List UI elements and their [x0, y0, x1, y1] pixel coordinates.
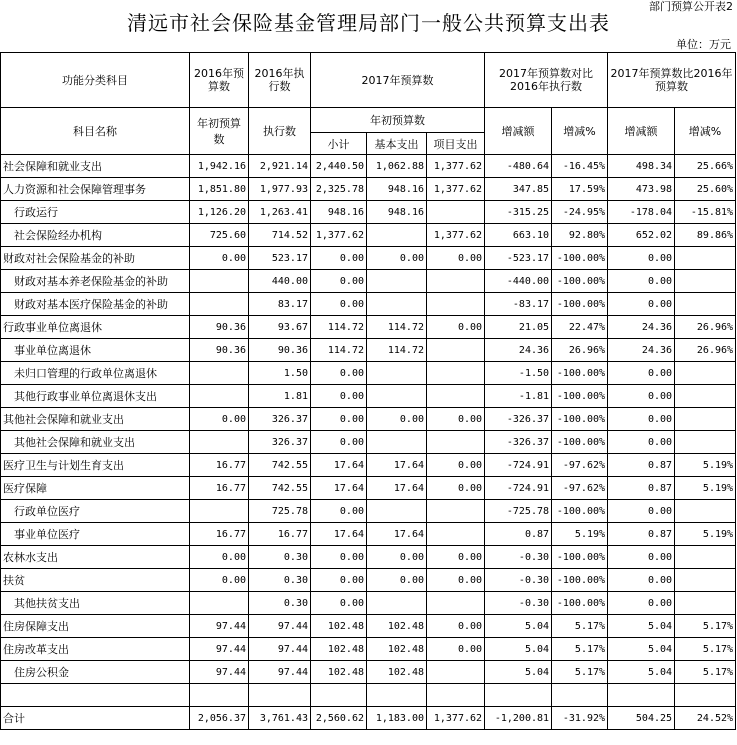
- header-inc-pct-2: 增减%: [675, 108, 736, 155]
- budget-2016-cell: 0.00: [190, 408, 249, 431]
- empty-cell: [608, 684, 675, 707]
- inc-amt-2-cell: 24.36: [608, 339, 675, 362]
- basic-exp-cell: 1,183.00: [367, 707, 427, 730]
- table-row: [1, 477, 736, 500]
- subtotal-cell: 948.16: [311, 201, 367, 224]
- budget-2016-cell: 2,056.37: [190, 707, 249, 730]
- subtotal-cell: 102.48: [311, 615, 367, 638]
- project-exp-cell: [427, 270, 485, 293]
- inc-pct-cell: 5.17%: [552, 638, 608, 661]
- inc-pct-cell: -97.62%: [552, 454, 608, 477]
- inc-pct-2-cell: [675, 569, 736, 592]
- header-subject-name: 科目名称: [1, 108, 190, 155]
- inc-amt-2-cell: 0.87: [608, 523, 675, 546]
- inc-amt-2-cell: 5.04: [608, 615, 675, 638]
- subject-name-cell: 人力资源和社会保障管理事务: [1, 178, 190, 201]
- exec-2016-cell: 97.44: [249, 661, 311, 684]
- exec-2016-cell: 1,263.41: [249, 201, 311, 224]
- inc-amt-2-cell: 0.00: [608, 500, 675, 523]
- inc-amt-cell: -315.25: [485, 201, 552, 224]
- budget-2016-cell: 16.77: [190, 523, 249, 546]
- budget-2016-cell: [190, 385, 249, 408]
- project-exp-cell: 1,377.62: [427, 707, 485, 730]
- project-exp-cell: 0.00: [427, 615, 485, 638]
- table-row: [1, 592, 736, 615]
- project-exp-cell: 0.00: [427, 316, 485, 339]
- header-exec-2016: 2016年执行数: [249, 53, 311, 108]
- basic-exp-cell: 102.48: [367, 638, 427, 661]
- inc-amt-cell: -1.50: [485, 362, 552, 385]
- budget-table: [0, 52, 736, 730]
- subtotal-cell: 114.72: [311, 316, 367, 339]
- empty-cell: [552, 684, 608, 707]
- inc-pct-cell: -100.00%: [552, 592, 608, 615]
- table-number-label: 部门预算公开表2: [649, 0, 733, 13]
- budget-2016-cell: [190, 592, 249, 615]
- inc-amt-2-cell: 0.00: [608, 362, 675, 385]
- table-row: [1, 454, 736, 477]
- header-func-class: 功能分类科目: [1, 53, 190, 108]
- subject-name-cell: 其他社会保障和就业支出: [1, 431, 190, 454]
- table-row: [1, 155, 736, 178]
- subject-name-cell: 行政事业单位离退休: [1, 316, 190, 339]
- subject-name-cell: 行政运行: [1, 201, 190, 224]
- exec-2016-cell: 742.55: [249, 477, 311, 500]
- inc-pct-cell: -100.00%: [552, 270, 608, 293]
- budget-2016-cell: 1,942.16: [190, 155, 249, 178]
- exec-2016-cell: 523.17: [249, 247, 311, 270]
- basic-exp-cell: [367, 224, 427, 247]
- budget-2016-cell: 1,851.80: [190, 178, 249, 201]
- inc-amt-cell: -83.17: [485, 293, 552, 316]
- unit-label: 单位：万元: [676, 38, 731, 51]
- header-inc-amt-2: 增减额: [608, 108, 675, 155]
- exec-2016-cell: 90.36: [249, 339, 311, 362]
- inc-pct-cell: 5.17%: [552, 615, 608, 638]
- inc-pct-2-cell: 26.96%: [675, 339, 736, 362]
- exec-2016-cell: 83.17: [249, 293, 311, 316]
- inc-pct-cell: -100.00%: [552, 362, 608, 385]
- header-exec-num: 执行数: [249, 108, 311, 155]
- inc-amt-cell: 5.04: [485, 661, 552, 684]
- basic-exp-cell: [367, 500, 427, 523]
- inc-pct-2-cell: [675, 385, 736, 408]
- subtotal-cell: 0.00: [311, 385, 367, 408]
- total-label: 合计: [1, 707, 190, 730]
- subject-name-cell: 其他扶贫支出: [1, 592, 190, 615]
- inc-pct-2-cell: [675, 431, 736, 454]
- subtotal-cell: 0.00: [311, 362, 367, 385]
- budget-2016-cell: [190, 293, 249, 316]
- inc-pct-2-cell: [675, 270, 736, 293]
- table-row: [1, 362, 736, 385]
- inc-amt-2-cell: 652.02: [608, 224, 675, 247]
- basic-exp-cell: [367, 592, 427, 615]
- inc-amt-2-cell: 0.00: [608, 385, 675, 408]
- empty-cell: [675, 684, 736, 707]
- page-title: 清远市社会保险基金管理局部门一般公共预算支出表: [127, 11, 610, 35]
- project-exp-cell: [427, 431, 485, 454]
- subject-name-cell: 财政对基本医疗保险基金的补助: [1, 293, 190, 316]
- inc-pct-2-cell: 89.86%: [675, 224, 736, 247]
- basic-exp-cell: 17.64: [367, 477, 427, 500]
- total-row: [1, 707, 736, 730]
- header-compare-exec: 2017年预算数对比2016年执行数: [485, 53, 608, 108]
- table-row: [1, 431, 736, 454]
- project-exp-cell: 0.00: [427, 638, 485, 661]
- project-exp-cell: 0.00: [427, 546, 485, 569]
- project-exp-cell: 0.00: [427, 408, 485, 431]
- exec-2016-cell: 714.52: [249, 224, 311, 247]
- basic-exp-cell: [367, 385, 427, 408]
- budget-2016-cell: 90.36: [190, 316, 249, 339]
- inc-pct-cell: 5.17%: [552, 661, 608, 684]
- subtotal-cell: 2,440.50: [311, 155, 367, 178]
- subject-name-cell: 社会保障和就业支出: [1, 155, 190, 178]
- table-row: [1, 270, 736, 293]
- exec-2016-cell: 97.44: [249, 638, 311, 661]
- budget-2016-cell: 97.44: [190, 638, 249, 661]
- exec-2016-cell: 725.78: [249, 500, 311, 523]
- inc-pct-cell: -16.45%: [552, 155, 608, 178]
- subject-name-cell: 农林水支出: [1, 546, 190, 569]
- header-compare-budget: 2017年预算数比2016年预算数: [608, 53, 736, 108]
- inc-pct-2-cell: 5.17%: [675, 638, 736, 661]
- inc-amt-cell: -1.81: [485, 385, 552, 408]
- exec-2016-cell: 1.50: [249, 362, 311, 385]
- basic-exp-cell: 0.00: [367, 247, 427, 270]
- project-exp-cell: 1,377.62: [427, 155, 485, 178]
- subtotal-cell: 1,377.62: [311, 224, 367, 247]
- subtotal-cell: 102.48: [311, 638, 367, 661]
- exec-2016-cell: 0.30: [249, 546, 311, 569]
- project-exp-cell: [427, 339, 485, 362]
- exec-2016-cell: 97.44: [249, 615, 311, 638]
- inc-amt-cell: -1,200.81: [485, 707, 552, 730]
- inc-pct-cell: -100.00%: [552, 247, 608, 270]
- basic-exp-cell: 0.00: [367, 569, 427, 592]
- table-row: [1, 569, 736, 592]
- subtotal-cell: 17.64: [311, 454, 367, 477]
- exec-2016-cell: 93.67: [249, 316, 311, 339]
- inc-pct-2-cell: [675, 546, 736, 569]
- empty-cell: [311, 684, 367, 707]
- subtotal-cell: 102.48: [311, 661, 367, 684]
- budget-2016-cell: 90.36: [190, 339, 249, 362]
- inc-amt-cell: -326.37: [485, 408, 552, 431]
- basic-exp-cell: 102.48: [367, 661, 427, 684]
- basic-exp-cell: 17.64: [367, 523, 427, 546]
- basic-exp-cell: [367, 270, 427, 293]
- table-row: [1, 661, 736, 684]
- subject-name-cell: 财政对社会保险基金的补助: [1, 247, 190, 270]
- inc-pct-cell: -100.00%: [552, 408, 608, 431]
- inc-pct-2-cell: [675, 592, 736, 615]
- budget-2016-cell: 725.60: [190, 224, 249, 247]
- inc-amt-2-cell: 0.00: [608, 247, 675, 270]
- inc-amt-2-cell: 0.00: [608, 293, 675, 316]
- inc-pct-cell: 22.47%: [552, 316, 608, 339]
- project-exp-cell: [427, 523, 485, 546]
- subject-name-cell: 行政单位医疗: [1, 500, 190, 523]
- subject-name-cell: 社会保险经办机构: [1, 224, 190, 247]
- budget-2016-cell: 97.44: [190, 615, 249, 638]
- budget-2016-cell: 1,126.20: [190, 201, 249, 224]
- empty-cell: [249, 684, 311, 707]
- inc-pct-2-cell: 5.17%: [675, 661, 736, 684]
- inc-pct-2-cell: [675, 293, 736, 316]
- project-exp-cell: 0.00: [427, 569, 485, 592]
- basic-exp-cell: 114.72: [367, 316, 427, 339]
- table-row: [1, 224, 736, 247]
- project-exp-cell: 1,377.62: [427, 178, 485, 201]
- table-row: [1, 201, 736, 224]
- inc-pct-cell: -100.00%: [552, 500, 608, 523]
- inc-pct-2-cell: [675, 500, 736, 523]
- project-exp-cell: [427, 500, 485, 523]
- inc-amt-cell: 5.04: [485, 615, 552, 638]
- basic-exp-cell: [367, 362, 427, 385]
- basic-exp-cell: 0.00: [367, 546, 427, 569]
- inc-amt-cell: 663.10: [485, 224, 552, 247]
- header-subtotal: 小计: [311, 133, 367, 155]
- table-row: [1, 293, 736, 316]
- table-row: [1, 339, 736, 362]
- project-exp-cell: 0.00: [427, 454, 485, 477]
- subject-name-cell: 其他行政事业单位离退休支出: [1, 385, 190, 408]
- exec-2016-cell: 0.30: [249, 569, 311, 592]
- header-inc-pct: 增减%: [552, 108, 608, 155]
- subtotal-cell: 17.64: [311, 477, 367, 500]
- empty-cell: [190, 684, 249, 707]
- budget-2016-cell: 0.00: [190, 247, 249, 270]
- budget-2016-cell: 0.00: [190, 569, 249, 592]
- inc-pct-cell: -100.00%: [552, 431, 608, 454]
- table-row: [1, 178, 736, 201]
- subject-name-cell: 医疗卫生与计划生育支出: [1, 454, 190, 477]
- subtotal-cell: 2,325.78: [311, 178, 367, 201]
- inc-pct-2-cell: 25.66%: [675, 155, 736, 178]
- subject-name-cell: 财政对基本养老保险基金的补助: [1, 270, 190, 293]
- empty-cell: [1, 684, 190, 707]
- inc-amt-cell: 21.05: [485, 316, 552, 339]
- header-budget-2017: 2017年预算数: [311, 53, 485, 108]
- header-basic-exp: 基本支出: [367, 133, 427, 155]
- header-row-1: [1, 53, 736, 108]
- inc-amt-2-cell: 0.00: [608, 592, 675, 615]
- project-exp-cell: [427, 661, 485, 684]
- empty-cell: [367, 684, 427, 707]
- subtotal-cell: 17.64: [311, 523, 367, 546]
- basic-exp-cell: 17.64: [367, 454, 427, 477]
- subject-name-cell: 扶贫: [1, 569, 190, 592]
- subject-name-cell: 未归口管理的行政单位离退休: [1, 362, 190, 385]
- empty-cell: [427, 684, 485, 707]
- inc-amt-2-cell: 5.04: [608, 638, 675, 661]
- inc-amt-cell: 24.36: [485, 339, 552, 362]
- basic-exp-cell: 1,062.88: [367, 155, 427, 178]
- exec-2016-cell: 440.00: [249, 270, 311, 293]
- subject-name-cell: 其他社会保障和就业支出: [1, 408, 190, 431]
- subject-name-cell: 住房改革支出: [1, 638, 190, 661]
- basic-exp-cell: 114.72: [367, 339, 427, 362]
- inc-amt-2-cell: 0.87: [608, 477, 675, 500]
- header-row-2: [1, 108, 736, 133]
- inc-amt-2-cell: 473.98: [608, 178, 675, 201]
- inc-amt-cell: -480.64: [485, 155, 552, 178]
- budget-2016-cell: 16.77: [190, 477, 249, 500]
- inc-pct-cell: -24.95%: [552, 201, 608, 224]
- inc-amt-2-cell: -178.04: [608, 201, 675, 224]
- exec-2016-cell: 2,921.14: [249, 155, 311, 178]
- subtotal-cell: 0.00: [311, 592, 367, 615]
- table-row: [1, 523, 736, 546]
- project-exp-cell: [427, 293, 485, 316]
- table-row: [1, 247, 736, 270]
- subject-name-cell: 住房保障支出: [1, 615, 190, 638]
- inc-amt-cell: -523.17: [485, 247, 552, 270]
- inc-amt-2-cell: 0.00: [608, 431, 675, 454]
- table-row: [1, 385, 736, 408]
- budget-2016-cell: [190, 362, 249, 385]
- budget-2016-cell: [190, 270, 249, 293]
- subtotal-cell: 0.00: [311, 293, 367, 316]
- inc-pct-2-cell: 5.19%: [675, 477, 736, 500]
- inc-amt-2-cell: 0.00: [608, 270, 675, 293]
- inc-amt-cell: -724.91: [485, 454, 552, 477]
- empty-cell: [485, 684, 552, 707]
- inc-amt-cell: 0.87: [485, 523, 552, 546]
- inc-pct-2-cell: 26.96%: [675, 316, 736, 339]
- inc-pct-2-cell: [675, 362, 736, 385]
- budget-2016-cell: [190, 431, 249, 454]
- inc-amt-cell: -440.00: [485, 270, 552, 293]
- subtotal-cell: 0.00: [311, 546, 367, 569]
- exec-2016-cell: 1.81: [249, 385, 311, 408]
- inc-pct-2-cell: 5.19%: [675, 523, 736, 546]
- subtotal-cell: 0.00: [311, 569, 367, 592]
- project-exp-cell: 0.00: [427, 247, 485, 270]
- subtotal-cell: 2,560.62: [311, 707, 367, 730]
- exec-2016-cell: 742.55: [249, 454, 311, 477]
- exec-2016-cell: 3,761.43: [249, 707, 311, 730]
- inc-pct-2-cell: [675, 408, 736, 431]
- inc-pct-2-cell: 25.60%: [675, 178, 736, 201]
- inc-amt-cell: -326.37: [485, 431, 552, 454]
- inc-amt-cell: -725.78: [485, 500, 552, 523]
- budget-2016-cell: 97.44: [190, 661, 249, 684]
- subject-name-cell: 事业单位医疗: [1, 523, 190, 546]
- subtotal-cell: 0.00: [311, 431, 367, 454]
- budget-2016-cell: [190, 500, 249, 523]
- inc-amt-cell: 347.85: [485, 178, 552, 201]
- subtotal-cell: 0.00: [311, 270, 367, 293]
- table-row: [1, 615, 736, 638]
- subtotal-cell: 0.00: [311, 247, 367, 270]
- inc-amt-2-cell: 5.04: [608, 661, 675, 684]
- basic-exp-cell: 0.00: [367, 408, 427, 431]
- inc-pct-2-cell: 5.17%: [675, 615, 736, 638]
- header-budget-2016: 2016年预算数: [190, 53, 249, 108]
- inc-pct-cell: 5.19%: [552, 523, 608, 546]
- table-row: [1, 500, 736, 523]
- subject-name-cell: 医疗保障: [1, 477, 190, 500]
- project-exp-cell: [427, 592, 485, 615]
- inc-amt-2-cell: 24.36: [608, 316, 675, 339]
- header-project-exp: 项目支出: [427, 133, 485, 155]
- inc-amt-cell: -0.30: [485, 592, 552, 615]
- inc-amt-2-cell: 0.00: [608, 408, 675, 431]
- inc-amt-2-cell: 498.34: [608, 155, 675, 178]
- inc-pct-cell: -100.00%: [552, 385, 608, 408]
- inc-pct-cell: -100.00%: [552, 569, 608, 592]
- inc-amt-2-cell: 504.25: [608, 707, 675, 730]
- table-row: [1, 316, 736, 339]
- project-exp-cell: [427, 362, 485, 385]
- exec-2016-cell: 326.37: [249, 431, 311, 454]
- basic-exp-cell: [367, 293, 427, 316]
- subtotal-cell: 114.72: [311, 339, 367, 362]
- header-initial-budget: 年初预算数: [190, 108, 249, 155]
- inc-amt-2-cell: 0.00: [608, 546, 675, 569]
- budget-2016-cell: 16.77: [190, 454, 249, 477]
- header-annual-initial: 年初预算数: [311, 108, 485, 133]
- project-exp-cell: [427, 385, 485, 408]
- inc-pct-2-cell: [675, 247, 736, 270]
- inc-amt-2-cell: 0.87: [608, 454, 675, 477]
- inc-pct-2-cell: 24.52%: [675, 707, 736, 730]
- table-row: [1, 546, 736, 569]
- inc-amt-cell: -0.30: [485, 546, 552, 569]
- table-row: [1, 408, 736, 431]
- basic-exp-cell: [367, 431, 427, 454]
- exec-2016-cell: 16.77: [249, 523, 311, 546]
- inc-pct-cell: 92.80%: [552, 224, 608, 247]
- table-row: [1, 638, 736, 661]
- inc-amt-cell: -0.30: [485, 569, 552, 592]
- inc-amt-2-cell: 0.00: [608, 569, 675, 592]
- inc-pct-2-cell: 5.19%: [675, 454, 736, 477]
- exec-2016-cell: 0.30: [249, 592, 311, 615]
- inc-pct-cell: -100.00%: [552, 293, 608, 316]
- project-exp-cell: 0.00: [427, 477, 485, 500]
- basic-exp-cell: 102.48: [367, 615, 427, 638]
- inc-pct-cell: -100.00%: [552, 546, 608, 569]
- inc-amt-cell: 5.04: [485, 638, 552, 661]
- inc-pct-cell: 17.59%: [552, 178, 608, 201]
- project-exp-cell: [427, 201, 485, 224]
- project-exp-cell: 1,377.62: [427, 224, 485, 247]
- inc-pct-cell: -31.92%: [552, 707, 608, 730]
- subject-name-cell: 事业单位离退休: [1, 339, 190, 362]
- basic-exp-cell: 948.16: [367, 178, 427, 201]
- empty-row: [1, 684, 736, 707]
- subtotal-cell: 0.00: [311, 500, 367, 523]
- exec-2016-cell: 1,977.93: [249, 178, 311, 201]
- header-inc-amt: 增减额: [485, 108, 552, 155]
- subtotal-cell: 0.00: [311, 408, 367, 431]
- inc-amt-cell: -724.91: [485, 477, 552, 500]
- exec-2016-cell: 326.37: [249, 408, 311, 431]
- inc-pct-2-cell: -15.81%: [675, 201, 736, 224]
- inc-pct-cell: 26.96%: [552, 339, 608, 362]
- basic-exp-cell: 948.16: [367, 201, 427, 224]
- budget-2016-cell: 0.00: [190, 546, 249, 569]
- subject-name-cell: 住房公积金: [1, 661, 190, 684]
- inc-pct-cell: -97.62%: [552, 477, 608, 500]
